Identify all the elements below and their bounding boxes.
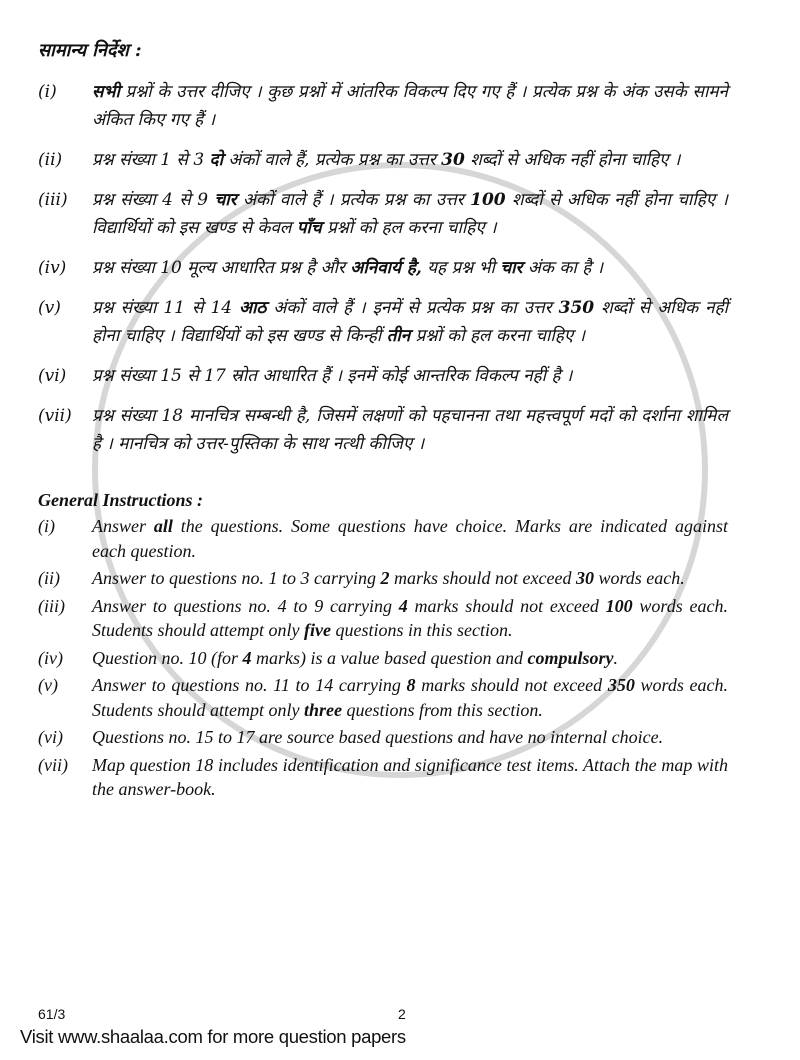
text-segment: प्रश्न संख्या 18 मानचित्र सम्बन्धी है, जिसमें लक्षणों को पहचानना तथा महत्त्वपूर्ण मदों को दर्शाना शामिल है । मानचित्र को उत्तर-पुस्तिका के साथ नत्थी कीजिए ।: [92, 406, 728, 454]
text-segment: प्रश्न संख्या 15 से 17 स्रोत आधारित हैं । इनमें कोई आन्तरिक विकल्प नहीं है ।: [92, 366, 573, 386]
text-segment: Answer to questions no. 11 to 14 carrying: [92, 675, 407, 695]
instruction-item: [38, 514, 728, 563]
emphasis-text: compulsory: [527, 647, 614, 668]
emphasis-text: 350: [607, 675, 635, 695]
item-number: (ii): [38, 568, 60, 588]
item-number: (vi): [38, 727, 63, 747]
emphasis-text: 8: [406, 675, 416, 695]
text-segment: प्रश्न संख्या 1 से 3: [92, 150, 210, 170]
emphasis-text: 2: [380, 568, 390, 588]
emphasis-text: 30: [441, 150, 465, 170]
instruction-item: [38, 254, 728, 282]
instructions-content: [0, 38, 728, 805]
instruction-item: [38, 646, 728, 671]
paper-code: 61/3: [38, 1006, 66, 1022]
footer-meta-row: [20, 1006, 800, 1024]
instruction-item: [38, 146, 728, 174]
emphasis-text: चार: [214, 190, 237, 210]
item-text: [92, 254, 728, 282]
item-number: (iv): [38, 258, 67, 278]
item-number: (iii): [38, 595, 65, 616]
item-text: [92, 514, 728, 563]
text-segment: marks) is a value based question and: [251, 647, 528, 668]
text-segment: Answer to questions no. 1 to 3 carrying: [92, 568, 381, 588]
item-text: [92, 186, 728, 242]
emphasis-text: आठ: [239, 298, 267, 318]
instruction-item: [38, 673, 728, 722]
item-number: (vi): [38, 366, 67, 386]
emphasis-text: चार: [500, 258, 523, 278]
general-instructions-heading: General Instructions :: [38, 490, 204, 510]
emphasis-text: अनिवार्य है,: [350, 258, 422, 278]
emphasis-text: 4: [398, 595, 408, 616]
instruction-item: [38, 362, 728, 390]
text-segment: प्रश्न संख्या 4 से 9: [92, 190, 215, 210]
emphasis-text: 4: [242, 647, 252, 668]
item-text: [92, 646, 728, 671]
item-number: (iv): [38, 647, 63, 668]
text-segment: Questions no. 15 to 17 are source based questions and have no internal choice.: [92, 727, 664, 747]
item-number: (iii): [38, 190, 68, 210]
text-segment: marks should not exceed: [415, 675, 608, 695]
text-segment: Map question 18 includes identification and significance test items. Attach the map with the answer-book.: [92, 754, 728, 799]
text-segment: शब्दों से अधिक नहीं होना चाहिए ।: [464, 150, 681, 170]
text-segment: यह प्रश्न भी: [421, 258, 501, 278]
instruction-item: [38, 294, 728, 350]
text-segment: Answer: [92, 516, 154, 536]
emphasis-text: five: [303, 620, 331, 640]
emphasis-text: 100: [470, 190, 506, 210]
text-segment: marks should not exceed: [389, 568, 576, 588]
emphasis-text: सभी: [92, 82, 120, 102]
emphasis-text: all: [153, 516, 173, 536]
item-text: [92, 673, 728, 722]
text-segment: the questions. Some questions have choice. Marks are indicated against each question.: [92, 516, 728, 561]
emphasis-text: तीन: [386, 326, 411, 346]
instruction-item: [38, 402, 728, 458]
text-segment: प्रश्न संख्या 11 से 14: [92, 298, 240, 318]
instruction-item: [38, 753, 728, 802]
emphasis-text: 30: [575, 568, 594, 588]
text-segment: अंकों वाले हैं, प्रत्येक प्रश्न का उत्तर: [222, 150, 442, 170]
emphasis-text: पाँच: [296, 218, 322, 238]
item-text: [92, 362, 728, 390]
item-text: [92, 294, 728, 350]
text-segment: questions from this section.: [341, 699, 543, 720]
instruction-item: [38, 78, 728, 134]
text-segment: प्रश्नों को हल करना चाहिए ।: [321, 218, 497, 238]
instruction-item: [38, 725, 728, 750]
item-number: (ii): [38, 150, 63, 170]
item-text: [92, 146, 728, 174]
item-text: [92, 725, 728, 750]
visit-link-text[interactable]: Visit www.shaalaa.com for more question papers: [20, 1026, 406, 1047]
text-segment: words each.: [593, 568, 685, 588]
item-number: (vii): [38, 754, 68, 775]
item-text: [92, 753, 728, 802]
text-segment: अंक का है ।: [522, 258, 604, 278]
text-segment: words each. Students should attempt only: [92, 675, 729, 720]
text-segment: .: [613, 647, 618, 668]
page-footer: [0, 992, 800, 1048]
item-text: [92, 78, 728, 134]
text-segment: words each. Students should attempt only: [92, 595, 728, 640]
text-segment: Answer to questions no. 4 to 9 carrying: [92, 595, 399, 616]
text-segment: शब्दों से अधिक नहीं होना चाहिए । विद्यार्थियों को इस खण्ड से केवल: [92, 190, 728, 238]
text-segment: प्रश्नों के उत्तर दीजिए । कुछ प्रश्नों में आंतरिक विकल्प दिए गए हैं । प्रत्येक प्रश्न के अंक उसके सामने अंकित किए गए हैं ।: [92, 82, 728, 130]
hindi-instructions-heading: सामान्य निर्देश :: [38, 40, 142, 61]
emphasis-text: three: [303, 699, 342, 720]
emphasis-text: 350: [558, 298, 595, 318]
emphasis-text: 100: [605, 595, 633, 616]
text-segment: अंकों वाले हैं । प्रत्येक प्रश्न का उत्तर: [236, 190, 471, 210]
item-text: [92, 402, 728, 458]
instruction-item: [38, 566, 728, 591]
emphasis-text: दो: [209, 150, 223, 170]
item-number: (v): [38, 298, 61, 318]
item-text: [92, 594, 728, 643]
page-number: 2: [398, 1006, 406, 1022]
text-segment: अंकों वाले हैं । इनमें से प्रत्येक प्रश्न का उत्तर: [266, 298, 559, 318]
text-segment: Question no. 10 (for: [92, 647, 243, 668]
text-segment: शब्दों से अधिक नहीं होना चाहिए । विद्यार्थियों को इस खण्ड से किन्हीं: [92, 298, 728, 346]
item-number: (vii): [38, 406, 72, 426]
text-segment: प्रश्न संख्या 10 मूल्य आधारित प्रश्न है और: [92, 258, 351, 278]
instruction-item: [38, 186, 728, 242]
item-number: (i): [38, 82, 57, 102]
text-segment: marks should not exceed: [407, 595, 606, 616]
text-segment: questions in this section.: [330, 620, 513, 640]
instruction-item: [38, 594, 728, 643]
item-number: (i): [38, 516, 55, 536]
text-segment: प्रश्नों को हल करना चाहिए ।: [410, 326, 586, 346]
item-text: [92, 566, 728, 591]
item-number: (v): [38, 675, 58, 695]
